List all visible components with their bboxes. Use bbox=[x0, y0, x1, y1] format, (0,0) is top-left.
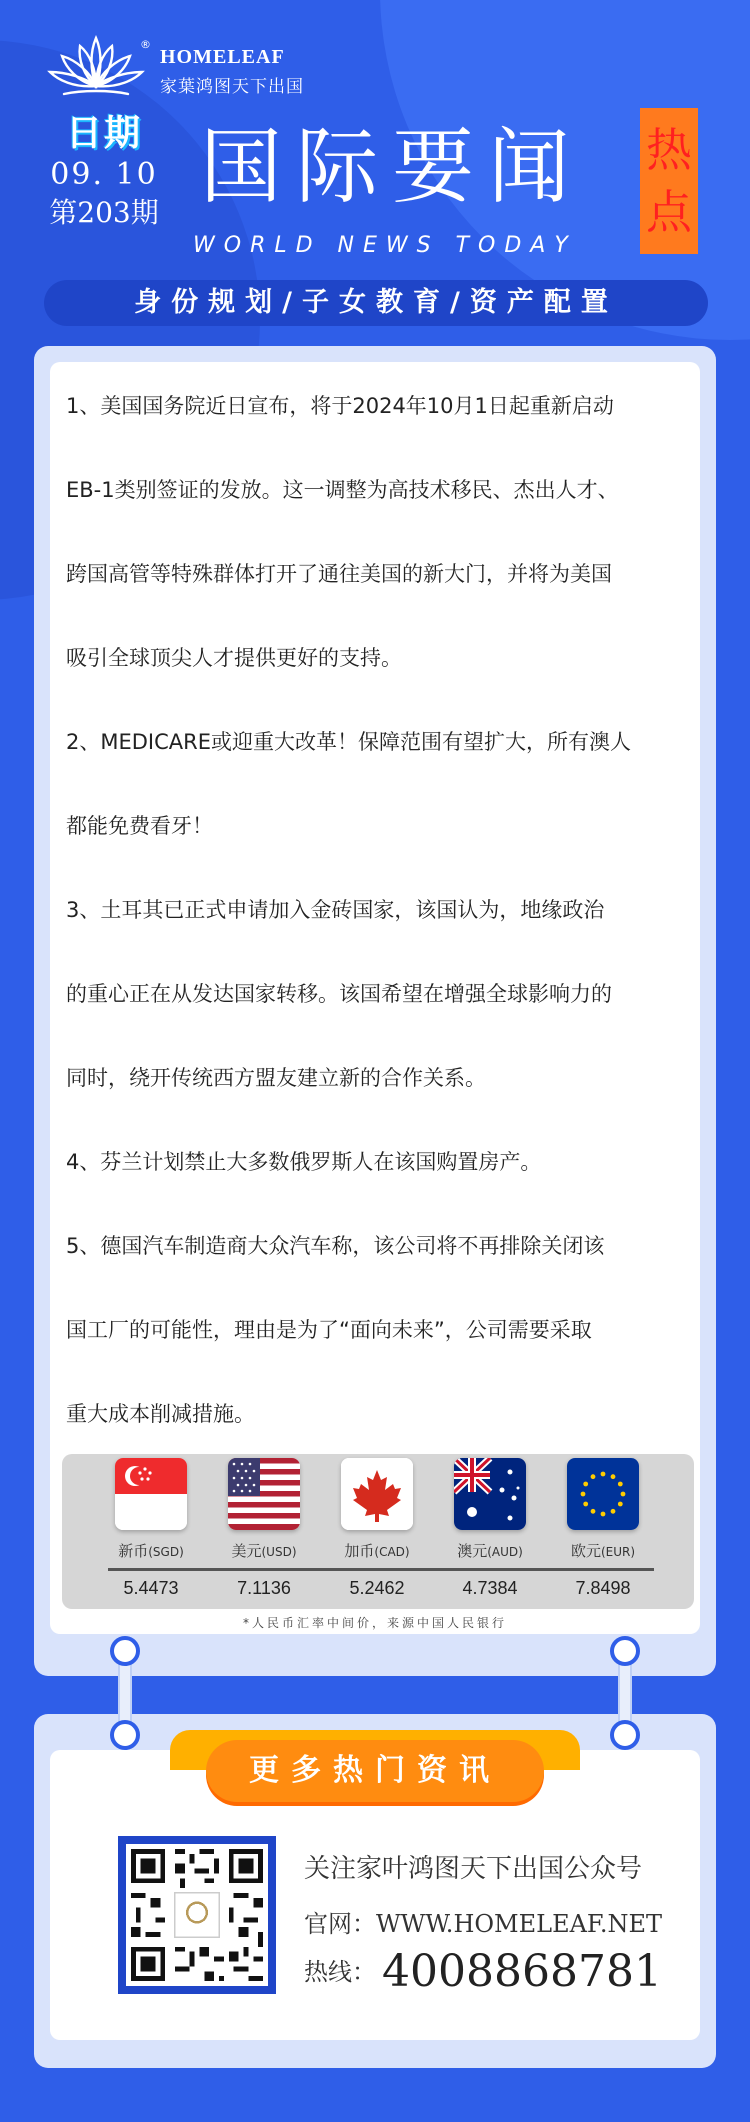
currency-name: 美元 bbox=[231, 1542, 262, 1560]
currency-code: (SGD) bbox=[148, 1545, 184, 1559]
currency-name: 新币 bbox=[118, 1542, 149, 1560]
currency-sgd bbox=[96, 1458, 206, 1561]
news-line: 同时，绕开传统西方盟友建立新的合作关系。 bbox=[66, 1066, 486, 1090]
website-label: 官网： bbox=[304, 1910, 376, 1938]
website-line bbox=[304, 1904, 662, 1939]
currency-eur bbox=[548, 1458, 658, 1561]
tagline: 身份规划/子女教育/资产配置 bbox=[44, 280, 708, 326]
lotus-logo-icon bbox=[46, 34, 146, 100]
date-box bbox=[48, 112, 160, 232]
currency-code: (CAD) bbox=[374, 1545, 410, 1559]
page-subtitle-en: WORLD NEWS TODAY bbox=[193, 233, 577, 258]
news-line: 国工厂的可能性，理由是为了“面向未来”，公司需要采取 bbox=[66, 1318, 592, 1342]
canada-flag-icon bbox=[341, 1458, 413, 1530]
rate-aud: 4.7384 bbox=[462, 1578, 518, 1598]
hotline-label: 热线： bbox=[304, 1958, 376, 1986]
currency-name: 澳元 bbox=[457, 1542, 488, 1560]
hot-char-2: 点 bbox=[646, 185, 692, 239]
issue-number: 第203期 bbox=[49, 196, 159, 229]
currency-name: 加币 bbox=[344, 1542, 375, 1560]
news-line: 重大成本削减措施。 bbox=[66, 1402, 255, 1426]
binder-ring-hole bbox=[610, 1720, 640, 1750]
divider bbox=[108, 1568, 654, 1571]
news-line: 2、MEDICARE或迎重大改革！保障范围有望扩大，所有澳人 bbox=[66, 730, 631, 754]
news-line: 跨国高管等特殊群体打开了通往美国的新大门，并将为美国 bbox=[66, 562, 612, 586]
currency-code: (USD) bbox=[261, 1545, 297, 1559]
rate-cad: 5.2462 bbox=[349, 1578, 405, 1598]
registered-mark: ® bbox=[140, 38, 151, 51]
binder-ring-hole bbox=[110, 1720, 140, 1750]
news-line: 1、美国国务院近日宣布，将于2024年10月1日起重新启动 bbox=[66, 394, 614, 418]
currency-cad bbox=[322, 1458, 432, 1561]
brand-name-cn: 家葉鸿图天下出国 bbox=[160, 77, 304, 97]
news-line: 都能免费看牙！ bbox=[66, 814, 213, 838]
news-line: 3、土耳其已正式申请加入金砖国家，该国认为，地缘政治 bbox=[66, 898, 605, 922]
website-url[interactable]: WWW.HOMELEAF.NET bbox=[376, 1910, 662, 1938]
date-label: 日期 bbox=[65, 113, 142, 154]
news-list bbox=[66, 364, 706, 1456]
news-line: 5、德国汽车制造商大众汽车称，该公司将不再排除关闭该 bbox=[66, 1234, 605, 1258]
brand-name bbox=[160, 46, 304, 97]
news-line: 4、芬兰计划禁止大多数俄罗斯人在该国购置房产。 bbox=[66, 1150, 542, 1174]
qr-code-icon bbox=[118, 1836, 276, 1994]
currency-code: (AUD) bbox=[487, 1545, 523, 1559]
eu-flag-icon bbox=[567, 1458, 639, 1530]
rate-sgd: 5.4473 bbox=[123, 1578, 179, 1598]
hotline-number[interactable]: 4008868781 bbox=[382, 1946, 662, 1997]
hotline-line bbox=[304, 1946, 662, 1997]
binder-ring-hole bbox=[110, 1636, 140, 1666]
singapore-flag-icon bbox=[115, 1458, 187, 1530]
currency-code: (EUR) bbox=[600, 1545, 636, 1559]
exchange-rate-note: *人民币汇率中间价，来源中国人民银行 bbox=[242, 1616, 507, 1630]
usa-flag-icon bbox=[228, 1458, 300, 1530]
currency-name: 欧元 bbox=[570, 1542, 601, 1560]
hot-badge bbox=[640, 108, 698, 254]
binder-ring-hole bbox=[610, 1636, 640, 1666]
more-news-title: 更多热门资讯 bbox=[206, 1740, 544, 1802]
follow-text: 关注家叶鸿图天下出国公众号 bbox=[304, 1854, 643, 1884]
currency-usd bbox=[209, 1458, 319, 1561]
date-value: 09. 10 bbox=[50, 157, 158, 192]
currency-aud bbox=[435, 1458, 545, 1561]
brand-name-en: HOMELEAF bbox=[160, 46, 285, 68]
australia-flag-icon bbox=[454, 1458, 526, 1530]
news-line: EB-1类别签证的发放。这一调整为高技术移民、杰出人才、 bbox=[66, 478, 619, 502]
rate-eur: 7.8498 bbox=[575, 1578, 631, 1598]
news-line: 的重心正在从发达国家转移。该国希望在增强全球影响力的 bbox=[66, 982, 612, 1006]
hot-char-1: 热 bbox=[646, 123, 692, 177]
page-title: 国际要闻 bbox=[200, 120, 585, 215]
rate-usd: 7.1136 bbox=[237, 1578, 291, 1598]
news-line: 吸引全球顶尖人才提供更好的支持。 bbox=[66, 646, 402, 670]
